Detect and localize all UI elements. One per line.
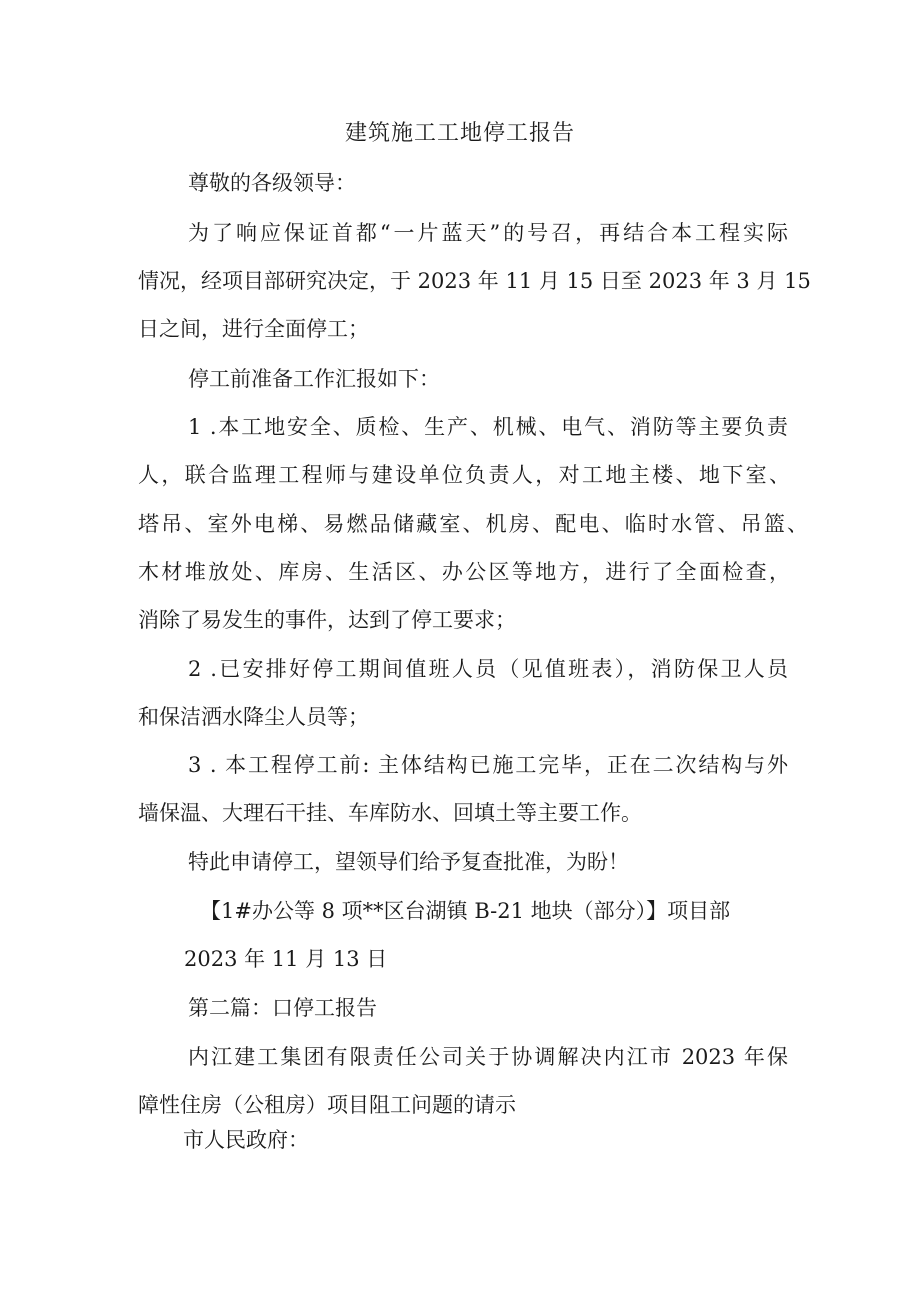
- second-title-line-2: 障性住房（公租房）项目阻工问题的请示: [138, 1093, 516, 1117]
- signature: 【1#办公等 8 项**区台湖镇 B-21 地块（部分）】项目部: [200, 899, 731, 923]
- para1-line-1: 为了响应保证首都“一片蓝天”的号召，再结合本工程实际: [188, 221, 788, 245]
- item1-line-5: 消除了易发生的事件，达到了停工要求；: [138, 608, 516, 632]
- item1-line-1: 1 .本工地安全、质检、生产、机械、电气、消防等主要负责: [188, 415, 788, 439]
- para1-line-2: 情况，经项目部研究决定，于 2023 年 11 月 15 日至 2023 年 3 月 15: [138, 269, 811, 293]
- item2-line-2: 和保洁洒水降尘人员等；: [138, 705, 369, 729]
- item1-line-3: 塔吊、室外电梯、易燃品储藏室、机房、配电、临时水管、吊篮、: [138, 512, 808, 536]
- item1-line-4: 木材堆放处、库房、生活区、办公区等地方，进行了全面检查，: [138, 560, 790, 584]
- second-title-line-1: 内江建工集团有限责任公司关于协调解决内江市 2023 年保: [188, 1045, 788, 1069]
- item3-line-2: 墙保温、大理石干挂、车库防水、回填土等主要工作。: [138, 801, 642, 825]
- second-salutation: 市人民政府：: [183, 1128, 309, 1152]
- para1-line-3: 日之间，进行全面停工；: [138, 317, 369, 341]
- para2: 停工前准备工作汇报如下：: [188, 367, 440, 391]
- item1-line-2: 人，联合监理工程师与建设单位负责人，对工地主楼、地下室、: [138, 463, 790, 487]
- salutation: 尊敬的各级领导：: [188, 171, 356, 195]
- item2-line-1: 2 .已安排好停工期间值班人员（见值班表），消防保卫人员: [188, 657, 788, 681]
- second-heading: 第二篇：口停工报告: [188, 996, 377, 1020]
- date: 2023 年 11 月 13 日: [184, 947, 388, 971]
- closing: 特此申请停工，望领导们给予复查批准，为盼！: [188, 850, 629, 874]
- item3-line-1: 3 . 本工程停工前: 主体结构已施工完毕，正在二次结构与外: [188, 753, 788, 777]
- document-title: 建筑施工工地停工报告: [344, 121, 575, 146]
